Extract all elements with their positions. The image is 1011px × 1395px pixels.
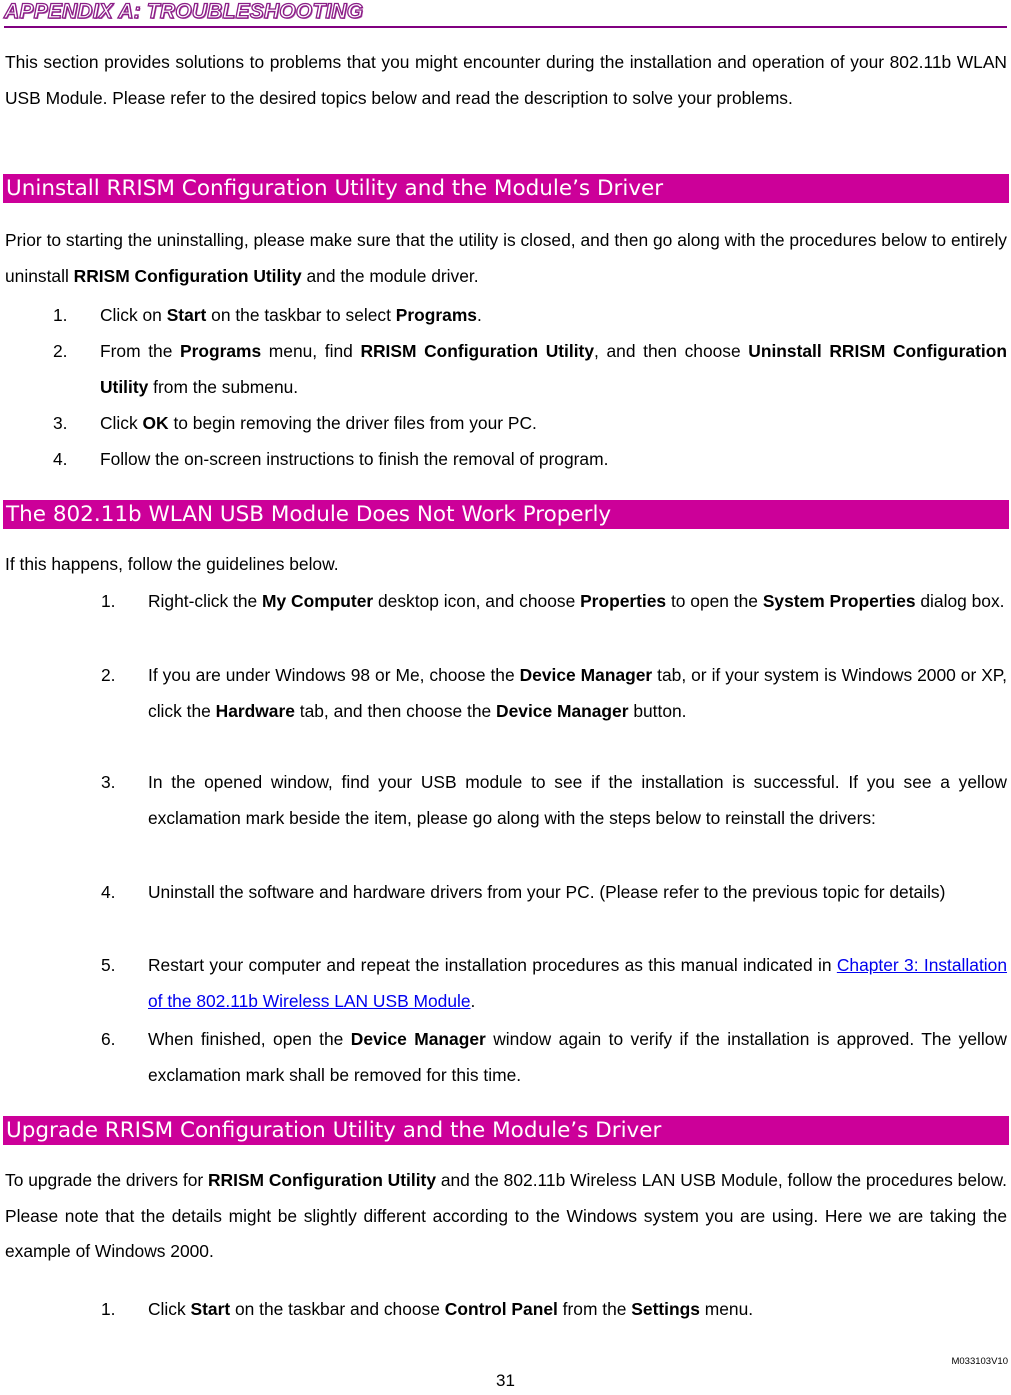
text-run: dialog box.: [915, 591, 1005, 611]
text-run: from the: [557, 1299, 632, 1319]
list-number: 6.: [101, 1029, 116, 1049]
text-run: to begin removing the driver files from your PC.: [168, 413, 537, 433]
text-run: on the taskbar and choose: [230, 1299, 445, 1319]
list-item-text: [148, 875, 1007, 911]
list-item-text: [148, 658, 1007, 729]
bold-text: Control Panel: [444, 1299, 558, 1319]
text-run: and the 802.11b Wireless LAN USB Module, follow the procedures below. Please note that the details might be slightly different according to the Windows system you are using. Here we are taking the example of Windows 2000.: [5, 1170, 1007, 1261]
list-item-text: [100, 406, 1007, 442]
text-run: From the: [100, 341, 180, 361]
text-run: menu.: [699, 1299, 754, 1319]
section-heading-upgrade: [3, 1116, 1009, 1145]
bold-text: Properties: [580, 591, 667, 611]
section-heading-text: Upgrade RRISM Configuration Utility and the Module’s Driver: [6, 1118, 662, 1143]
not-working-intro-paragraph: If this happens, follow the guidelines below.: [5, 554, 339, 574]
list-item-text: [100, 334, 1007, 405]
list-item-text: [100, 442, 1007, 478]
list-number: 5.: [101, 955, 116, 975]
list-number: 2.: [101, 665, 116, 685]
text-run: .: [476, 305, 482, 325]
bold-text: Programs: [395, 305, 477, 325]
list-number: 2.: [53, 341, 68, 361]
text-run: menu, find: [261, 341, 361, 361]
uninstall-intro-paragraph: [5, 223, 1007, 294]
bold-text: RRISM Configuration Utility: [208, 1170, 436, 1190]
text-run: To upgrade the drivers for: [5, 1170, 208, 1190]
text-run: .: [470, 990, 476, 1011]
text-run: If you are under Windows 98 or Me, choose the: [148, 665, 520, 685]
section-heading-uninstall: [3, 174, 1009, 203]
bold-text: Start: [166, 305, 207, 325]
bold-text: Uninstall RRISM Configuration Utility: [100, 341, 1007, 397]
list-number: 4.: [53, 449, 68, 469]
list-number: 1.: [101, 1299, 116, 1319]
document-code: M033103V10: [951, 1356, 1008, 1367]
list-item-text: [148, 765, 1007, 836]
bold-text: Start: [190, 1299, 231, 1319]
upgrade-intro-paragraph: [5, 1163, 1007, 1270]
list-number: 3.: [53, 413, 68, 433]
text-run: Click: [100, 413, 143, 433]
bold-text: Device Manager: [496, 700, 629, 721]
text-run: and the module driver.: [301, 265, 479, 286]
text-run: window again to verify if the installation is approved. The yellow exclamation mark shall be removed for this time.: [148, 1029, 1007, 1085]
text-run: In the opened window, find your USB module to see if the installation is successful. If you see a yellow exclamation mark beside the item, please go along with the steps below to reinstall the drivers:: [148, 772, 1007, 828]
list-number: 1.: [101, 591, 116, 611]
text-run: tab, and then choose the: [294, 700, 497, 721]
list-item-text: [148, 1292, 1007, 1328]
list-number: 1.: [53, 305, 68, 325]
text-run: When finished, open the: [148, 1029, 351, 1049]
list-number: 4.: [101, 882, 116, 902]
bold-text: RRISM Configuration Utility: [360, 341, 595, 361]
list-item-text: [148, 584, 1007, 620]
appendix-title-text: APPENDIX A: TROUBLESHOOTING: [4, 0, 364, 23]
text-run: from the submenu.: [148, 376, 299, 397]
text-run: on the taskbar to select: [206, 305, 396, 325]
text-run: to open the: [666, 591, 763, 611]
bold-text: Hardware: [215, 700, 295, 721]
bold-text: My Computer: [262, 591, 374, 611]
text-run: tab, or if your system is Windows 2000 or XP, click the: [148, 665, 1007, 721]
text-run: Click: [148, 1299, 191, 1319]
bold-text: Programs: [180, 341, 262, 361]
bold-text: Device Manager: [519, 665, 653, 685]
list-number: 3.: [101, 772, 116, 792]
text-run: Restart your computer and repeat the installation procedures as this manual indicated in: [148, 955, 837, 975]
bold-text: OK: [142, 413, 169, 433]
bold-text: Device Manager: [350, 1029, 486, 1049]
text-run: Right-click the: [148, 591, 263, 611]
text-run: desktop icon, and choose: [373, 591, 581, 611]
bold-text: RRISM Configuration Utility: [73, 265, 302, 286]
text-run: button.: [628, 700, 687, 721]
bold-text: Settings: [631, 1299, 700, 1319]
intro-paragraph: This section provides solutions to problems that you might encounter during the installation and operation of your 802.11b WLAN USB Module. Please refer to the desired topics below and read the description to solve your problems.: [5, 52, 1007, 108]
text-run: Uninstall the software and hardware drivers from your PC. (Please refer to the previous topic for details): [148, 882, 946, 902]
text-run: , and then choose: [594, 341, 749, 361]
section-heading-text: The 802.11b WLAN USB Module Does Not Work Properly: [6, 502, 612, 527]
text-run: Click on: [100, 305, 167, 325]
list-item-text: [148, 1022, 1007, 1093]
appendix-title: [4, 0, 1007, 28]
page-number: 31: [496, 1371, 515, 1390]
list-item-text: [100, 298, 1007, 334]
text-run: Prior to starting the uninstalling, please make sure that the utility is closed, and then go along with the procedures below to entirely uninstall: [5, 230, 1007, 286]
section-heading-text: Uninstall RRISM Configuration Utility and the Module’s Driver: [6, 176, 664, 201]
section-heading-not-working: [3, 500, 1009, 529]
bold-text: System Properties: [762, 591, 916, 611]
list-item-text: [148, 948, 1007, 1019]
chapter-3-link[interactable]: Chapter 3: Installation of the 802.11b Wireless LAN USB Module: [148, 955, 1007, 1011]
text-run: Follow the on-screen instructions to finish the removal of program.: [100, 449, 609, 469]
